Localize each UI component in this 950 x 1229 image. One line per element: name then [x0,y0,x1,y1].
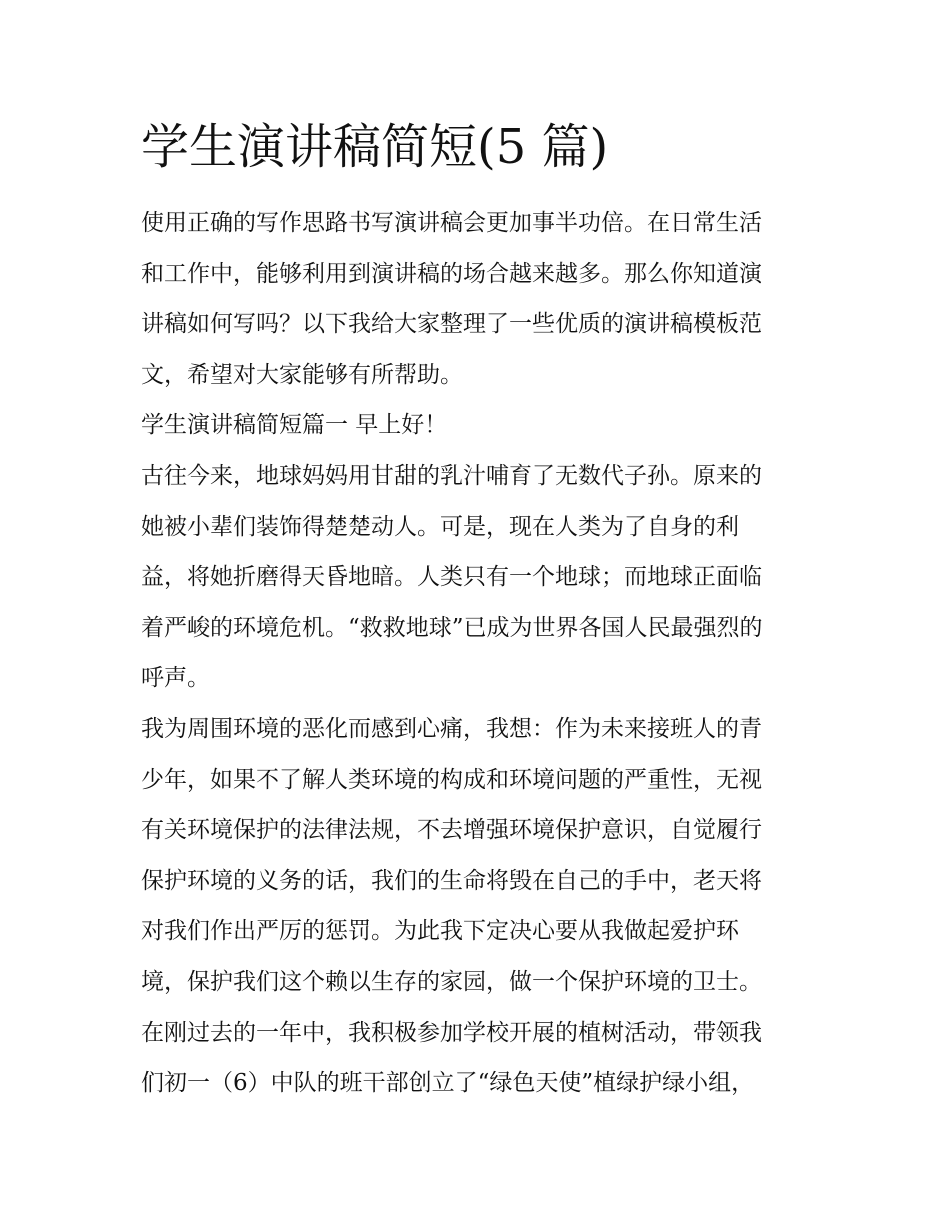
body-line: 益，将她折磨得天昏地暗。人类只有一个地球；而地球正面临 [141,564,762,591]
body-line: 保护环境的义务的话，我们的生命将毁在自己的手中，老天将 [141,867,762,894]
body-line: 她被小辈们装饰得楚楚动人。可是，现在人类为了自身的利 [141,513,739,540]
body-line: 有关环境保护的法律法规，不去增强环境保护意识，自觉履行 [141,817,762,844]
body-line: 古往今来，地球妈妈用甘甜的乳汁哺育了无数代子孙。原来的 [141,462,762,489]
body-line: 境，保护我们这个赖以生存的家园，做一个保护环境的卫士。 [141,968,762,995]
body-line: 我为周围环境的恶化而感到心痛，我想：作为未来接班人的青 [141,715,762,742]
body-line: 对我们作出严厉的惩罚。为此我下定决心要从我做起爱护环 [141,918,739,945]
document-body [141,198,821,1109]
body-line: 讲稿如何写吗？以下我给大家整理了一些优质的演讲稿模板范 [141,311,762,338]
body-line: 和工作中，能够利用到演讲稿的场合越来越多。那么你知道演 [141,260,762,287]
body-line: 们初一（6）中队的班干部创立了“绿色天使”植绿护绿小组， [141,1070,755,1097]
document-title: 学生演讲稿简短(5 篇) [141,119,609,175]
body-line: 呼声。 [141,665,210,692]
body-line: 使用正确的写作思路书写演讲稿会更加事半功倍。在日常生活 [141,210,762,236]
body-line: 文，希望对大家能够有所帮助。 [141,361,463,388]
body-line: 在刚过去的一年中，我积极参加学校开展的植树活动，带领我 [141,1019,762,1046]
body-line: 着严峻的环境危机。“救救地球”已成为世界各国人民最强烈的 [141,614,763,641]
body-line: 少年，如果不了解人类环境的构成和环境问题的严重性，无视 [141,766,762,793]
section-heading: 学生演讲稿简短篇一 早上好！ [141,412,448,439]
